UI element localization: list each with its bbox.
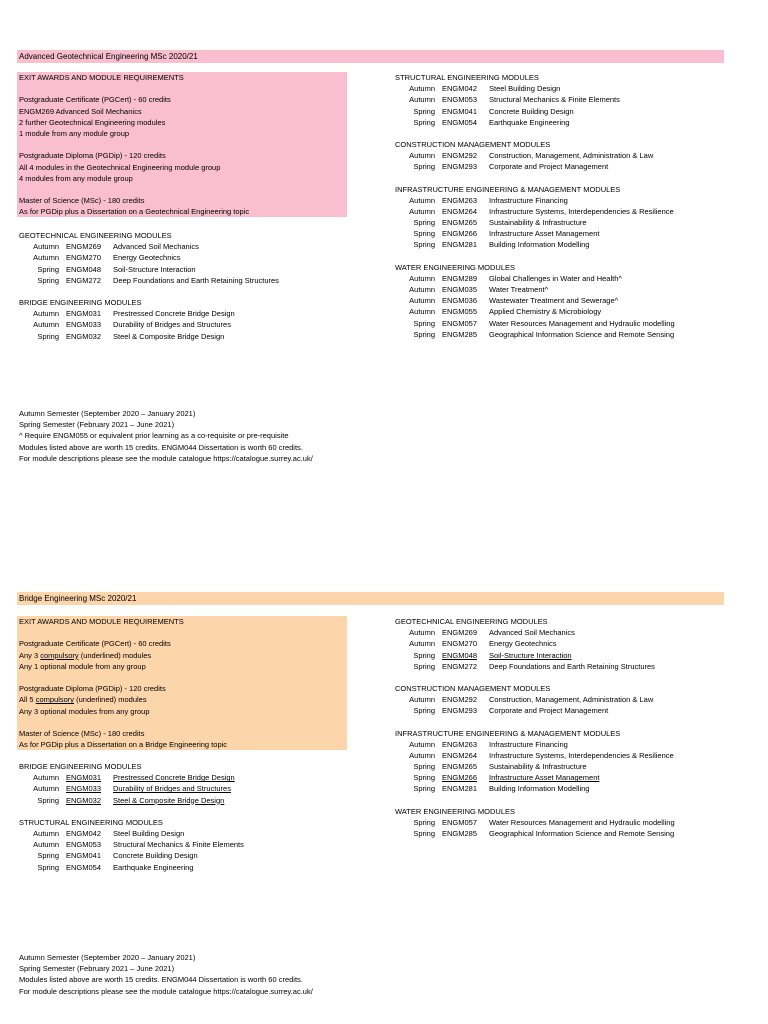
module-title: Corporate and Project Management: [489, 706, 609, 716]
module-title: Soil-Structure Interaction: [489, 650, 572, 660]
pgdip-line: Postgraduate Diploma (PGDip) - 120 credits: [19, 684, 166, 694]
module-group-title: STRUCTURAL ENGINEERING MODULES: [395, 73, 539, 82]
module-semester: Spring: [37, 862, 59, 872]
module-row: [395, 195, 620, 206]
module-row: [19, 828, 185, 839]
module-title: Earthquake Engineering: [489, 117, 570, 127]
module-title: Building Information Modelling: [489, 784, 590, 794]
exit-line: All 4 modules in the Geotechnical Engineering module group: [19, 162, 221, 172]
module-title: Prestressed Concrete Bridge Design: [113, 773, 235, 783]
module-semester: Spring: [37, 275, 59, 285]
module-group-title: GEOTECHNICAL ENGINEERING MODULES: [19, 231, 172, 240]
module-semester: Autumn: [409, 739, 435, 749]
module-row: [395, 83, 620, 94]
exit-line: Postgraduate Certificate (PGCert) - 60 credits: [19, 95, 171, 105]
module-semester: Autumn: [409, 639, 435, 649]
module-group-title: INFRASTRUCTURE ENGINEERING & MANAGEMENT MODULES: [395, 184, 621, 194]
module-title: Global Challenges in Water and Health^: [489, 273, 622, 283]
module-semester: Autumn: [409, 307, 435, 317]
bridge-header: Bridge Engineering MSc 2020/21: [17, 592, 724, 605]
exit-line: 2 further Geotechnical Engineering modules: [19, 117, 166, 127]
module-code: ENGM272: [66, 275, 102, 285]
module-row: [395, 772, 620, 783]
module-row: [395, 705, 620, 716]
module-title: Construction, Management, Administration & Law: [489, 151, 654, 161]
module-title: Sustainability & Infrastructure: [489, 218, 587, 228]
note-line: For module descriptions please see the module catalogue https://catalogue.surrey.ac.uk/: [19, 986, 313, 996]
module-title: Infrastructure Asset Management: [489, 773, 600, 783]
module-code: ENGM053: [66, 840, 102, 850]
module-title: Corporate and Project Management: [489, 162, 609, 172]
module-title: Energy Geotechnics: [489, 639, 557, 649]
module-semester: Autumn: [33, 828, 59, 838]
module-row: [19, 331, 225, 342]
module-group-title: CONSTRUCTION MANAGEMENT MODULES: [395, 139, 551, 149]
module-code: ENGM033: [66, 784, 102, 794]
module-semester: Autumn: [409, 750, 435, 760]
module-code: ENGM270: [66, 253, 102, 263]
geo-notes: [19, 408, 313, 464]
module-semester: Autumn: [409, 628, 435, 638]
geo-left-module-groups: [19, 230, 279, 342]
module-semester: Autumn: [409, 206, 435, 216]
module-code: ENGM293: [442, 706, 478, 716]
module-code: ENGM263: [442, 739, 478, 749]
exit-title: EXIT AWARDS AND MODULE REQUIREMENTS: [19, 617, 184, 626]
module-row: [395, 228, 620, 239]
module-row: [19, 308, 235, 319]
module-semester: Spring: [37, 264, 59, 274]
module-title: Earthquake Engineering: [113, 862, 194, 872]
module-row: [19, 772, 235, 783]
module-semester: Spring: [413, 661, 435, 671]
module-title: Soil-Structure Interaction: [113, 264, 196, 274]
bridge-exit-awards-box: [17, 616, 347, 750]
note-line: Modules listed above are worth 15 credits. ENGM044 Dissertation is worth 60 credits.: [19, 442, 303, 452]
geo-header: Advanced Geotechnical Engineering MSc 2020/21: [17, 50, 724, 63]
module-semester: Spring: [413, 829, 435, 838]
module-row: [395, 117, 620, 128]
module-row: [395, 273, 620, 284]
module-code: ENGM281: [442, 784, 478, 794]
module-row: [395, 828, 675, 839]
geo-right-module-groups: [395, 72, 675, 340]
module-group-title: WATER ENGINEERING MODULES: [395, 262, 516, 272]
module-semester: Autumn: [409, 84, 435, 94]
bridge-right-module-groups: [395, 616, 675, 839]
module-row: [19, 795, 225, 806]
module-semester: Spring: [37, 331, 59, 341]
exit-line: [19, 139, 345, 150]
module-semester: Spring: [413, 706, 435, 716]
pgcert-requirement: Any 1 optional module from any group: [19, 661, 146, 671]
module-code: ENGM057: [442, 318, 478, 328]
module-title: Steel & Composite Bridge Design: [113, 331, 225, 341]
module-semester: Autumn: [33, 320, 59, 330]
module-code: ENGM032: [66, 331, 102, 341]
module-code: ENGM269: [66, 242, 102, 252]
module-row: [395, 739, 620, 750]
module-row: [395, 217, 620, 228]
module-code: ENGM032: [66, 795, 102, 805]
module-code: ENGM042: [66, 828, 102, 838]
module-code: ENGM048: [442, 650, 478, 660]
module-code: ENGM054: [66, 862, 102, 872]
module-code: ENGM281: [442, 240, 478, 250]
module-row: [395, 161, 620, 172]
module-group-title: BRIDGE ENGINEERING MODULES: [19, 762, 142, 771]
exit-line: [19, 83, 345, 94]
module-title: Sustainability & Infrastructure: [489, 762, 587, 772]
exit-line: ENGM269 Advanced Soil Mechanics: [19, 106, 142, 116]
module-row: [395, 206, 674, 217]
geo-exit-awards-box: [17, 72, 347, 217]
module-title: Structural Mechanics & Finite Elements: [489, 95, 620, 105]
module-group-title: GEOTECHNICAL ENGINEERING MODULES: [395, 617, 548, 626]
module-row: [395, 638, 620, 649]
module-semester: Autumn: [33, 309, 59, 319]
module-code: ENGM033: [66, 320, 102, 330]
bridge-left-module-groups: [19, 761, 244, 873]
module-semester: Spring: [413, 229, 435, 239]
module-title: Geographical Information Science and Remote Sensing: [489, 329, 675, 339]
pgdip-requirement: Any 3 optional modules from any group: [19, 706, 150, 716]
module-title: Water Resources Management and Hydraulic modelling: [489, 817, 675, 827]
module-row: [19, 783, 231, 794]
module-code: ENGM265: [442, 218, 478, 228]
module-row: [395, 306, 620, 317]
module-row: [19, 241, 199, 252]
module-code: ENGM272: [442, 661, 478, 671]
note-line: Autumn Semester (September 2020 – January 2021): [19, 409, 196, 418]
module-row: [395, 329, 675, 340]
module-semester: Spring: [413, 106, 435, 116]
module-group-title: INFRASTRUCTURE ENGINEERING & MANAGEMENT MODULES: [395, 728, 621, 738]
module-semester: Autumn: [409, 95, 435, 105]
module-title: Infrastructure Systems, Interdependencies & Resilience: [489, 206, 674, 216]
pgdip-requirement: All 5 compulsory (underlined) modules: [19, 695, 147, 705]
module-row: [395, 761, 620, 772]
module-code: ENGM055: [442, 307, 478, 317]
module-title: Advanced Soil Mechanics: [113, 242, 199, 252]
msc-requirement: As for PGDip plus a Dissertation on a Bridge Engineering topic: [19, 740, 228, 750]
module-code: ENGM292: [442, 151, 478, 161]
module-semester: Spring: [413, 773, 435, 783]
module-semester: Spring: [37, 851, 59, 861]
module-semester: Autumn: [409, 285, 435, 294]
exit-line: As for PGDip plus a Dissertation on a Geotechnical Engineering topic: [19, 207, 250, 217]
note-line: Spring Semester (February 2021 – June 2021): [19, 420, 175, 430]
module-title: Advanced Soil Mechanics: [489, 628, 575, 638]
exit-line: [19, 184, 345, 195]
module-row: [395, 750, 674, 761]
module-code: ENGM285: [442, 329, 478, 339]
module-title: Durability of Bridges and Structures: [113, 784, 231, 794]
module-title: Infrastructure Financing: [489, 739, 568, 749]
module-title: Construction, Management, Administration & Law: [489, 695, 654, 705]
module-code: ENGM036: [442, 296, 478, 306]
module-semester: Autumn: [409, 695, 435, 705]
msc-line: Master of Science (MSc) - 180 credits: [19, 728, 145, 738]
module-code: ENGM041: [442, 106, 478, 116]
module-group-title: CONSTRUCTION MANAGEMENT MODULES: [395, 683, 551, 693]
module-code: ENGM266: [442, 773, 478, 783]
module-row: [395, 239, 620, 250]
module-code: ENGM054: [442, 117, 478, 127]
module-row: [395, 318, 675, 329]
module-code: ENGM053: [442, 95, 478, 105]
module-title: Energy Geotechnics: [113, 253, 181, 263]
module-title: Applied Chemistry & Microbiology: [489, 307, 602, 317]
module-title: Wastewater Treatment and Sewerage^: [489, 296, 619, 306]
note-line: ^ Require ENGM055 or equivalent prior learning as a co-requisite or pre-requisite: [19, 431, 289, 441]
note-line: For module descriptions please see the module catalogue https://catalogue.surrey.ac.uk/: [19, 453, 313, 463]
module-title: Concrete Building Design: [113, 851, 198, 861]
module-semester: Autumn: [33, 253, 59, 263]
module-semester: Spring: [413, 817, 435, 827]
module-title: Infrastructure Asset Management: [489, 229, 600, 239]
module-row: [395, 694, 654, 705]
module-code: ENGM266: [442, 229, 478, 239]
module-row: [19, 319, 231, 330]
module-semester: Autumn: [33, 773, 59, 783]
module-title: Building Information Modelling: [489, 240, 590, 250]
module-semester: Autumn: [33, 242, 59, 252]
note-line: Modules listed above are worth 15 credits. ENGM044 Dissertation is worth 60 credits.: [19, 975, 303, 985]
module-semester: Spring: [413, 329, 435, 339]
module-semester: Spring: [413, 784, 435, 794]
module-title: Water Treatment^: [489, 285, 549, 294]
module-title: Water Resources Management and Hydraulic modelling: [489, 318, 675, 328]
module-row: [395, 150, 654, 161]
module-title: Infrastructure Financing: [489, 195, 568, 205]
module-semester: Spring: [413, 218, 435, 228]
exit-line: EXIT AWARDS AND MODULE REQUIREMENTS: [19, 73, 184, 82]
module-code: ENGM292: [442, 695, 478, 705]
module-title: Infrastructure Systems, Interdependencies & Resilience: [489, 750, 674, 760]
module-row: [395, 94, 620, 105]
module-code: ENGM265: [442, 762, 478, 772]
module-semester: Autumn: [409, 273, 435, 283]
module-semester: Autumn: [409, 195, 435, 205]
exit-line: 1 module from any module group: [19, 128, 130, 138]
module-row: [19, 839, 244, 850]
module-semester: Spring: [37, 795, 59, 805]
module-code: ENGM269: [442, 628, 478, 638]
module-code: ENGM041: [66, 851, 102, 861]
module-row: [19, 264, 196, 275]
module-title: Concrete Building Design: [489, 106, 574, 116]
module-title: Steel Building Design: [489, 84, 561, 94]
module-title: Durability of Bridges and Structures: [113, 320, 231, 330]
bridge-notes: [19, 952, 313, 997]
module-semester: Autumn: [409, 296, 435, 306]
pgcert-requirement: Any 3 compulsory (underlined) modules: [19, 650, 152, 660]
module-row: [19, 252, 181, 263]
module-semester: Spring: [413, 117, 435, 127]
module-code: ENGM293: [442, 162, 478, 172]
module-title: Geographical Information Science and Remote Sensing: [489, 829, 675, 838]
module-title: Deep Foundations and Earth Retaining Structures: [489, 661, 655, 671]
module-row: [395, 627, 620, 638]
module-code: ENGM031: [66, 773, 102, 783]
module-code: ENGM289: [442, 273, 478, 283]
module-row: [19, 850, 198, 861]
module-row: [395, 661, 655, 672]
module-group-title: WATER ENGINEERING MODULES: [395, 806, 516, 816]
module-title: Steel & Composite Bridge Design: [113, 795, 225, 805]
module-title: Deep Foundations and Earth Retaining Structures: [113, 275, 279, 285]
module-code: ENGM042: [442, 84, 478, 94]
module-row: [395, 817, 675, 828]
module-row: [395, 783, 620, 794]
module-semester: Spring: [413, 650, 435, 660]
module-semester: Autumn: [33, 784, 59, 794]
module-title: Prestressed Concrete Bridge Design: [113, 309, 235, 319]
module-title: Structural Mechanics & Finite Elements: [113, 840, 244, 850]
module-semester: Autumn: [409, 151, 435, 161]
module-code: ENGM031: [66, 309, 102, 319]
module-semester: Spring: [413, 318, 435, 328]
module-code: ENGM048: [66, 264, 102, 274]
exit-line: Master of Science (MSc) - 180 credits: [19, 196, 145, 206]
module-code: ENGM035: [442, 285, 478, 294]
module-code: ENGM263: [442, 195, 478, 205]
module-row: [19, 275, 279, 286]
module-group-title: STRUCTURAL ENGINEERING MODULES: [19, 817, 163, 827]
module-title: Steel Building Design: [113, 828, 185, 838]
note-line: Spring Semester (February 2021 – June 2021): [19, 964, 175, 974]
module-row: [19, 862, 194, 873]
module-group-title: BRIDGE ENGINEERING MODULES: [19, 297, 142, 307]
module-code: ENGM264: [442, 206, 478, 216]
module-semester: Autumn: [33, 840, 59, 850]
module-code: ENGM270: [442, 639, 478, 649]
module-row: [395, 284, 620, 295]
module-semester: Spring: [413, 762, 435, 772]
note-line: Autumn Semester (September 2020 – January 2021): [19, 953, 196, 962]
module-code: ENGM264: [442, 750, 478, 760]
module-row: [395, 295, 620, 306]
module-semester: Spring: [413, 240, 435, 250]
module-row: [395, 106, 620, 117]
pgcert-line: Postgraduate Certificate (PGCert) - 60 credits: [19, 639, 171, 649]
module-row: [395, 650, 620, 661]
exit-line: 4 modules from any module group: [19, 173, 133, 183]
exit-line: Postgraduate Diploma (PGDip) - 120 credits: [19, 151, 166, 161]
module-code: ENGM285: [442, 829, 478, 838]
module-code: ENGM057: [442, 817, 478, 827]
module-semester: Spring: [413, 162, 435, 172]
